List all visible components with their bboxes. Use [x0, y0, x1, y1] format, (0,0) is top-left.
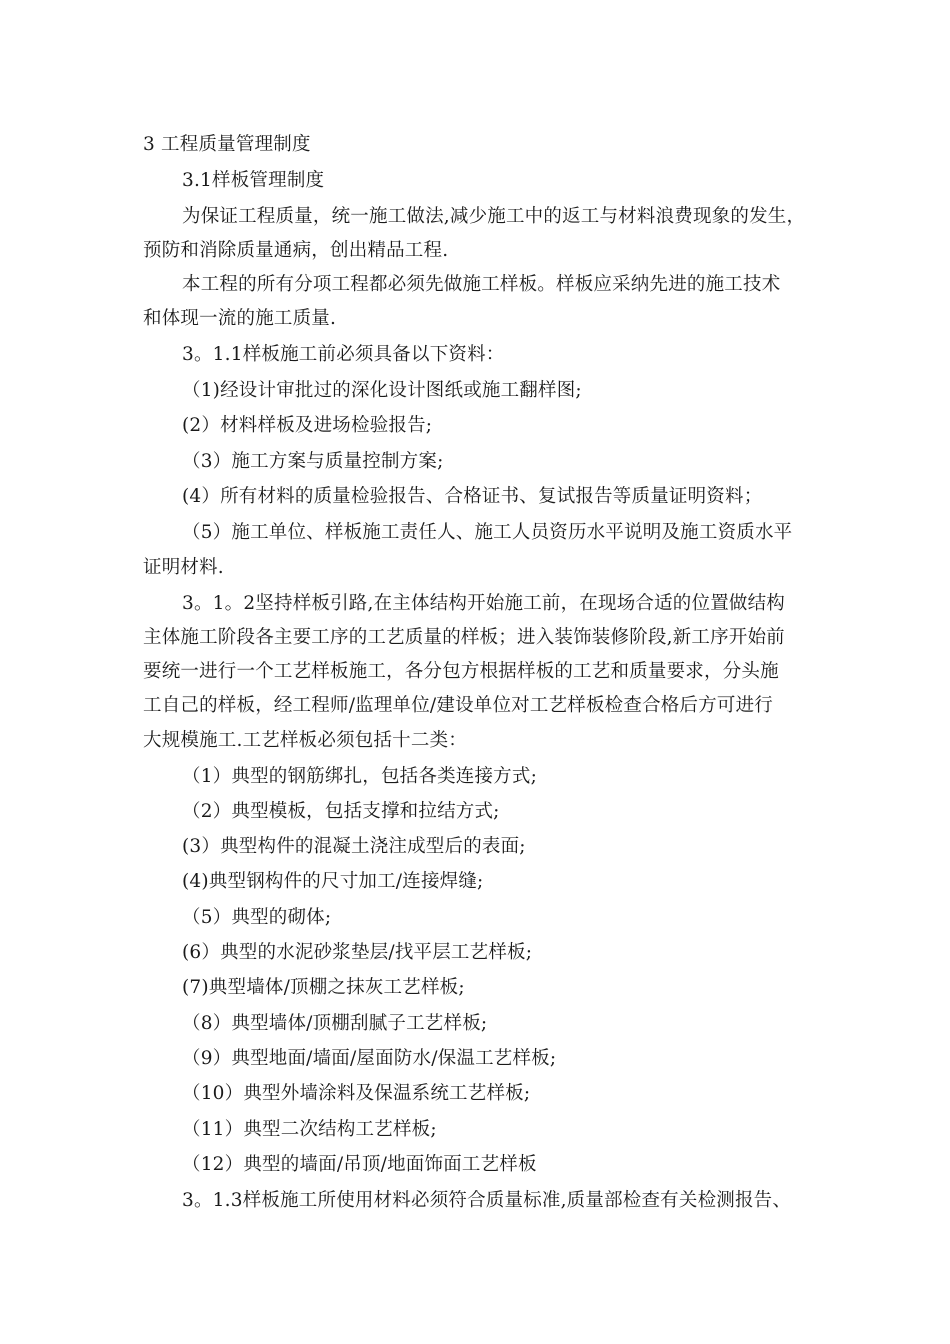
paragraph-line: 预防和消除质量通病，创出精品工程.	[143, 240, 449, 261]
list-item: (4)典型钢构件的尺寸加工/连接焊缝;	[182, 871, 484, 892]
paragraph-line: 大规模施工.工艺样板必须包括十二类：	[143, 730, 467, 751]
paragraph-line: 要统一进行一个工艺样板施工，各分包方根据样板的工艺和质量要求，分头施	[143, 661, 779, 682]
paragraph-line: 工自己的样板，经工程师/监理单位/建设单位对工艺样板检查合格后方可进行	[143, 695, 773, 716]
list-item: (4）所有材料的质量检验报告、合格证书、复试报告等质量证明资料；	[182, 486, 763, 507]
paragraph-line: 和体现一流的施工质量.	[143, 308, 337, 329]
list-item: （5）典型的砌体;	[182, 907, 332, 928]
list-item: (3）典型构件的混凝土浇注成型后的表面;	[182, 836, 526, 857]
paragraph-line: 本工程的所有分项工程都必须先做施工样板。样板应采纳先进的施工技术	[182, 274, 781, 295]
list-item: （8）典型墙体/顶棚刮腻子工艺样板;	[182, 1013, 488, 1034]
subsection-heading: 3。1.3样板施工所使用材料必须符合质量标准,质量部检查有关检测报告、	[182, 1190, 792, 1211]
list-item: （1)经设计审批过的深化设计图纸或施工翻样图;	[182, 380, 582, 401]
paragraph-line: 主体施工阶段各主要工序的工艺质量的样板；进入装饰装修阶段,新工序开始前	[143, 627, 785, 648]
subsection-heading: 3。1.1样板施工前必须具备以下资料：	[182, 344, 505, 365]
list-item: （3）施工方案与质量控制方案;	[182, 451, 444, 472]
chapter-heading: 3 工程质量管理制度	[143, 134, 311, 155]
list-item: （11）典型二次结构工艺样板;	[182, 1119, 437, 1140]
list-item: （2）典型模板，包括支撑和拉结方式;	[182, 801, 500, 822]
list-item-continuation: 证明材料.	[143, 557, 224, 578]
list-item: （5）施工单位、样板施工责任人、施工人员资历水平说明及施工资质水平	[182, 522, 793, 543]
list-item: (7)典型墙体/顶棚之抹灰工艺样板;	[182, 977, 465, 998]
list-item: （10）典型外墙涂料及保温系统工艺样板;	[182, 1083, 531, 1104]
list-item: (6）典型的水泥砂浆垫层/找平层工艺样板;	[182, 942, 533, 963]
list-item: (2）材料样板及进场检验报告;	[182, 415, 433, 436]
paragraph-line: 3。1。2坚持样板引路,在主体结构开始施工前，在现场合适的位置做结构	[182, 593, 785, 614]
list-item: （9）典型地面/墙面/屋面防水/保温工艺样板;	[182, 1048, 557, 1069]
section-title: 3.1样板管理制度	[182, 170, 325, 191]
paragraph-line: 为保证工程质量，统一施工做法,减少施工中的返工与材料浪费现象的发生，	[182, 206, 806, 227]
list-item: （1）典型的钢筋绑扎，包括各类连接方式;	[182, 766, 538, 787]
list-item: （12）典型的墙面/吊顶/地面饰面工艺样板	[182, 1154, 537, 1175]
